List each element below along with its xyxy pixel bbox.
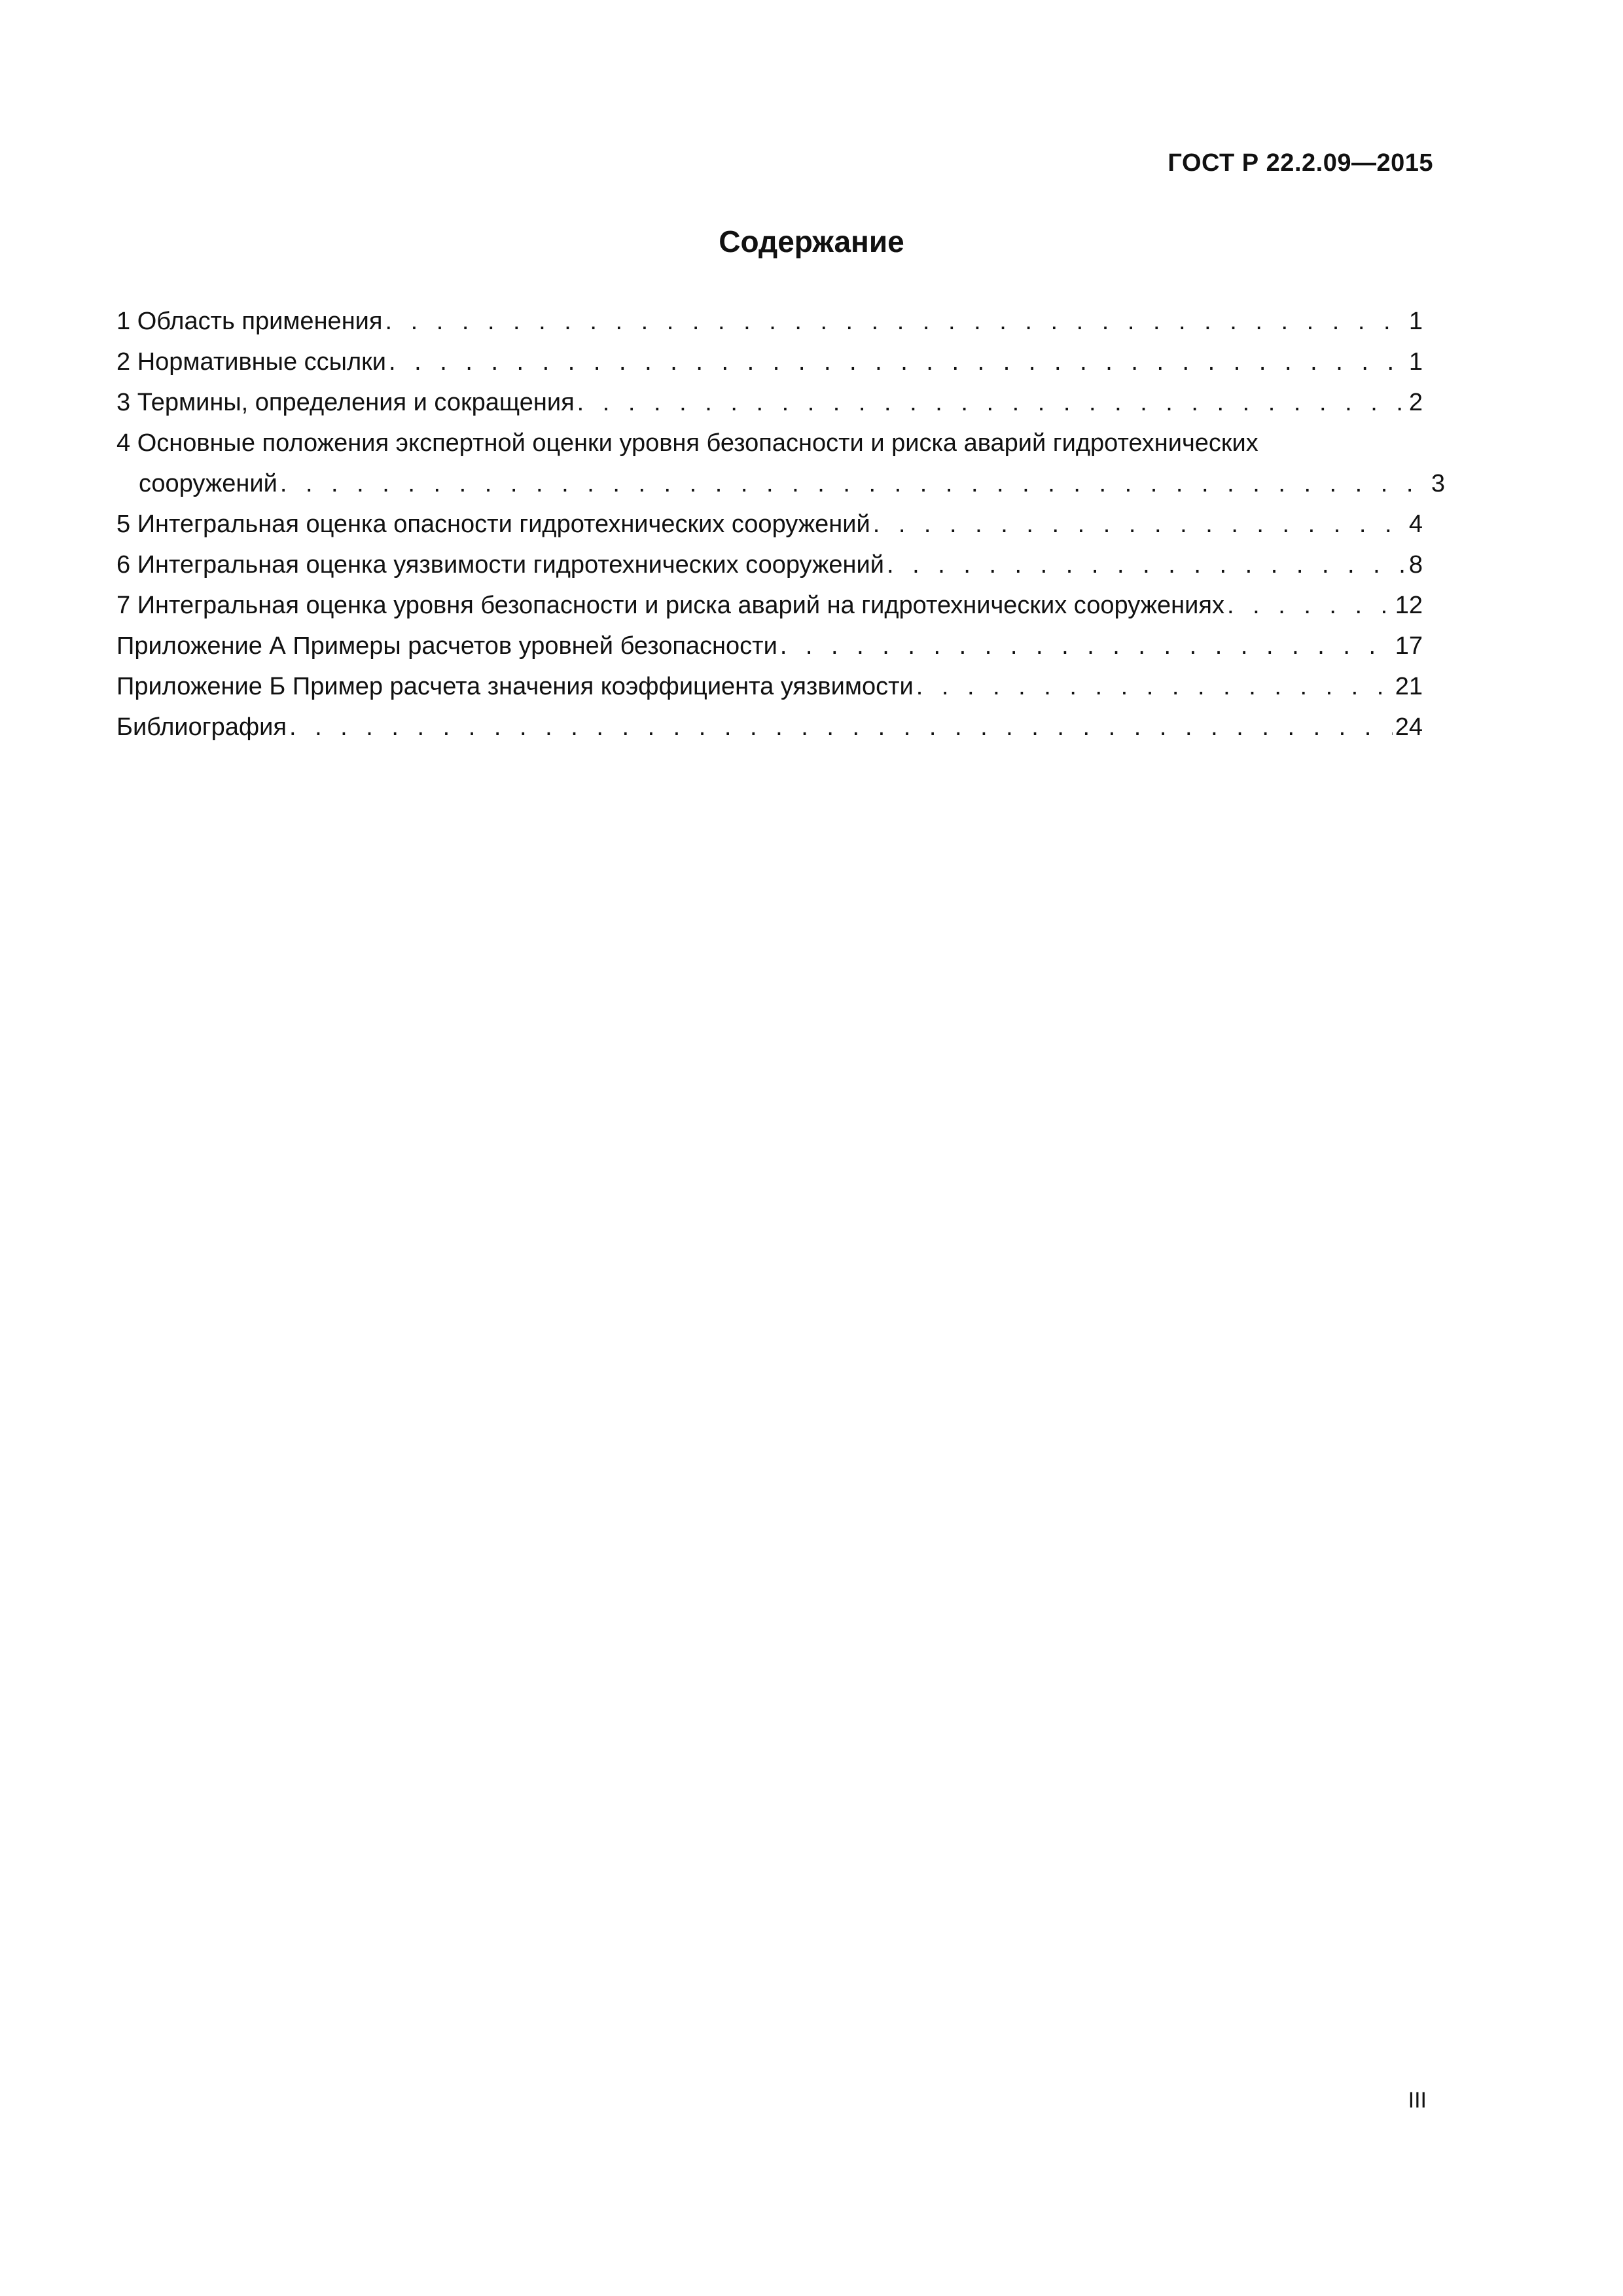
dot-leader	[916, 666, 1393, 707]
toc-entry-text: 2 Нормативные ссылки	[116, 348, 386, 376]
toc-entry-text: Приложение А Примеры расчетов уровней безопасности	[116, 632, 777, 660]
toc-entry-text: 6 Интегральная оценка уязвимости гидротехнических сооружений	[116, 551, 884, 579]
dot-leader	[280, 463, 1429, 504]
toc-entry-page: 3	[1431, 470, 1445, 497]
dot-leader	[873, 504, 1406, 545]
page-number: III	[1408, 2088, 1427, 2113]
toc-entry-page: 17	[1395, 632, 1423, 660]
dot-leader	[1227, 585, 1393, 626]
table-of-contents	[116, 301, 1445, 747]
toc-title: Содержание	[719, 224, 904, 259]
toc-entry-page: 1	[1408, 348, 1423, 376]
dot-leader	[389, 342, 1406, 382]
toc-entry-page: 8	[1408, 551, 1423, 579]
toc-entry-appendix-a[interactable]	[116, 626, 1423, 666]
toc-entry-page: 4	[1408, 511, 1423, 538]
dot-leader	[289, 707, 1393, 747]
dot-leader	[577, 382, 1406, 423]
dot-leader	[385, 301, 1406, 342]
toc-entry-text: 1 Область применения	[116, 308, 383, 335]
toc-entry-safety-risk-assessment[interactable]	[116, 585, 1423, 626]
dot-leader	[887, 545, 1406, 585]
toc-entry-appendix-b[interactable]	[116, 666, 1423, 707]
toc-entry-page: 21	[1395, 673, 1423, 700]
toc-entry-page: 2	[1408, 389, 1423, 416]
toc-entry-text-line1: 4 Основные положения экспертной оценки уровня безопасности и риска аварий гидротехнических	[116, 429, 1258, 457]
toc-entry-scope[interactable]	[116, 301, 1423, 342]
toc-entry-page: 12	[1395, 592, 1423, 619]
toc-entry-terms-definitions[interactable]	[116, 382, 1423, 423]
toc-entry-text: 5 Интегральная оценка опасности гидротехнических сооружений	[116, 511, 870, 538]
toc-entry-bibliography[interactable]	[116, 707, 1423, 747]
dot-leader	[780, 626, 1393, 666]
toc-entry-basic-provisions[interactable]	[116, 423, 1445, 504]
toc-entry-page: 1	[1408, 308, 1423, 335]
toc-entry-text: 7 Интегральная оценка уровня безопасности и риска аварий на гидротехнических сооружениях	[116, 592, 1224, 619]
toc-entry-text: 3 Термины, определения и сокращения	[116, 389, 575, 416]
toc-entry-normative-references[interactable]	[116, 342, 1423, 382]
toc-entry-text: Библиография	[116, 713, 287, 741]
toc-entry-vulnerability-assessment[interactable]	[116, 545, 1423, 585]
toc-entry-text-line2: сооружений	[139, 470, 277, 497]
toc-entry-page: 24	[1395, 713, 1423, 741]
toc-entry-hazard-assessment[interactable]	[116, 504, 1423, 545]
standard-code-header: ГОСТ Р 22.2.09—2015	[1168, 149, 1433, 177]
toc-entry-text: Приложение Б Пример расчета значения коэффициента уязвимости	[116, 673, 914, 700]
